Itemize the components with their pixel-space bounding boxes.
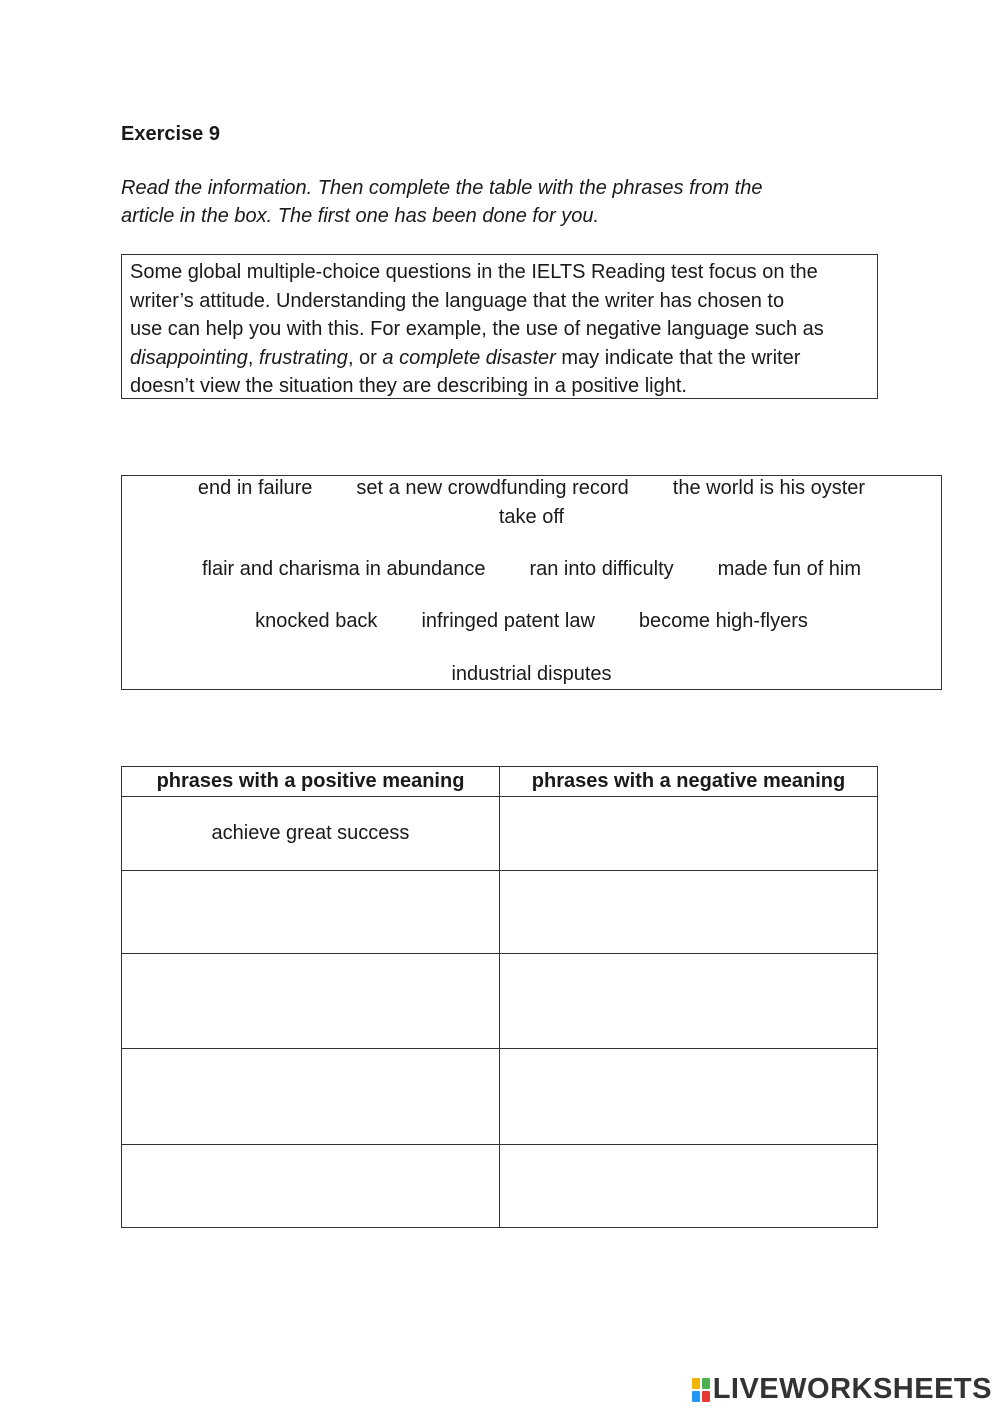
answer-cell-negative[interactable] xyxy=(500,797,878,871)
example-word: frustrating xyxy=(259,346,348,369)
answer-cell-positive[interactable] xyxy=(122,954,500,1049)
instructions-line: article in the box. The first one has been done for you. xyxy=(121,205,600,227)
answer-cell-positive[interactable] xyxy=(122,1049,500,1145)
answer-cell-negative[interactable] xyxy=(500,954,878,1049)
phrase[interactable]: knocked back xyxy=(255,610,378,632)
logo-square xyxy=(702,1378,710,1389)
info-line: doesn’t view the situation they are describing in a positive light. xyxy=(130,375,687,397)
phrase-row xyxy=(122,663,941,686)
logo-square xyxy=(692,1391,700,1402)
info-line: disappointing, frustrating, or a complete disaster may indicate that the writer xyxy=(130,346,801,369)
phrase[interactable]: made fun of him xyxy=(717,558,862,580)
table-row xyxy=(122,954,878,1049)
phrase[interactable]: end in failure xyxy=(197,477,313,499)
phrase[interactable]: take off xyxy=(498,506,565,528)
exercise-title: Exercise 9 xyxy=(121,123,220,145)
instructions xyxy=(121,174,861,230)
table-row xyxy=(122,871,878,954)
info-line: Some global multiple-choice questions in the IELTS Reading test focus on the xyxy=(130,261,818,283)
table-row xyxy=(122,797,878,871)
answer-cell-positive[interactable] xyxy=(122,871,500,954)
liveworksheets-logo xyxy=(692,1373,992,1406)
answer-table xyxy=(121,766,878,1228)
phrase-bank xyxy=(121,475,942,690)
phrase[interactable]: set a new crowdfunding record xyxy=(356,477,629,499)
phrase[interactable]: flair and charisma in abundance xyxy=(201,558,486,580)
example-word: disappointing xyxy=(130,346,248,369)
answer-cell-negative[interactable] xyxy=(500,1145,878,1228)
logo-icon xyxy=(692,1378,710,1402)
phrase-row xyxy=(122,506,941,529)
answer-cell-negative[interactable] xyxy=(500,871,878,954)
phrase[interactable]: infringed patent law xyxy=(421,610,595,632)
table-row xyxy=(122,1145,878,1228)
info-line: use can help you with this. For example, the use of negative language such as xyxy=(130,318,824,340)
logo-square xyxy=(702,1391,710,1402)
header-negative: phrases with a negative meaning xyxy=(500,767,878,797)
answer-cell-positive: achieve great success xyxy=(122,797,500,871)
phrase[interactable]: become high-flyers xyxy=(638,610,808,632)
logo-square xyxy=(692,1378,700,1389)
logo-text: LIVEWORKSHEETS xyxy=(712,1373,992,1405)
phrase[interactable]: ran into difficulty xyxy=(529,558,674,580)
phrase-row xyxy=(122,558,941,581)
table-row xyxy=(122,1049,878,1145)
phrase[interactable]: the world is his oyster xyxy=(672,477,866,499)
information-box xyxy=(121,254,878,399)
example-word: a complete disaster xyxy=(382,346,556,369)
phrase-row xyxy=(122,610,941,633)
header-positive: phrases with a positive meaning xyxy=(122,767,500,797)
phrase[interactable]: industrial disputes xyxy=(451,663,612,685)
answer-cell-positive[interactable] xyxy=(122,1145,500,1228)
answer-cell-negative[interactable] xyxy=(500,1049,878,1145)
table-header-row xyxy=(122,767,878,797)
phrase-row xyxy=(122,477,941,500)
instructions-line: Read the information. Then complete the table with the phrases from the xyxy=(121,177,763,199)
info-line: writer’s attitude. Understanding the language that the writer has chosen to xyxy=(130,289,785,312)
